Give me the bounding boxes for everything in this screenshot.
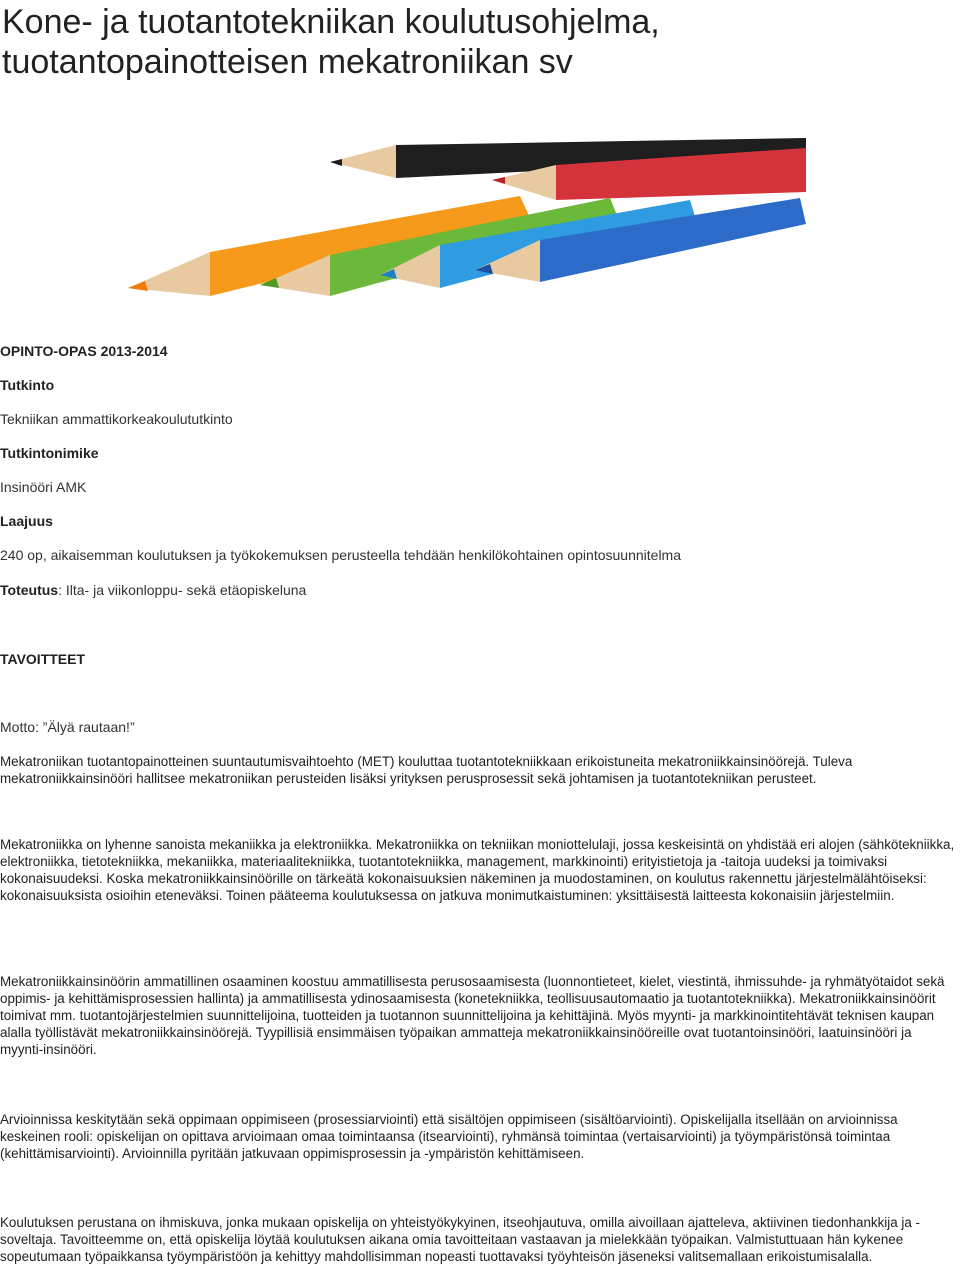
scope-label: Laajuus xyxy=(0,513,53,529)
paragraph-mechatronics: Mekatroniikka on lyhenne sanoista mekaniikka ja elektroniikka. Mekatroniikka on tekniikan moniottelulaji, jossa keskeisintä on yhdistää eri alojen (sähkötekniikka, elektroniikka, tietotekniikka, mekaniikka, materiaalitekniikka, tuotantotekniikka, management, markkinointi) erityistietoja ja -taitoja uudeksi ja toimivaksi kokonaisuudeksi. Koska mekatroniikkainsinöörille on tärkeätä kokonaisuuksien näkeminen ja muodostaminen, on koulutus rakennettu järjestelmälähtöiseksi: kokonaisuuksista osioihin eteneväksi. Toinen pääteema koulutuksessa on jatkuva monimutkaistuminen: yksittäisestä laitteesta kokonaisiin järjestelmiin. xyxy=(0,837,955,903)
scope-value: 240 op, aikaisemman koulutuksen ja työkokemuksen perusteella tehdään henkilökohtainen opintosuunnitelma xyxy=(0,547,681,563)
paragraph-competence: Mekatroniikkainsinöörin ammatillinen osaaminen koostuu ammatillisesta perusosaamisesta (luonnontieteet, kielet, viestintä, ihmissuhde- ja ryhmätyötaidot sekä oppimis- ja kehittämisprosessien hallinta) ja ammatillisesta ydinosaamisesta (konetekniikka, teollisuusautomaatio ja tuotantotekniikka). Mekatroniikkainsinöörit toimivat mm. tuotantojärjestelmien suunnittelijoina, tuotteiden ja tuotannon suunnittelijoina ja kehittäjinä. Myös myynti- ja markkinointitehtävät teknisen kaupan alalla työllistävät mekatroniikkainsinöörejä. Tyypillisiä ensimmäisen työpaikan ammatteja mekatroniikkainsinööreille ovat tuotantoinsinööri, laatuinsinööri ja myynti-insinööri. xyxy=(0,974,945,1057)
implementation-label: Toteutus xyxy=(0,582,59,598)
goals-heading: TAVOITTEET xyxy=(0,651,86,667)
title-line-1: Kone- ja tuotantotekniikan koulutusohjelma, xyxy=(2,3,660,41)
implementation-value: : Ilta- ja viikonloppu- sekä etäopiskeluna xyxy=(58,582,307,598)
colored-pencils-illustration xyxy=(0,100,816,310)
implementation-line xyxy=(0,582,306,599)
study-guide-heading: OPINTO-OPAS 2013-2014 xyxy=(0,343,168,359)
colored-pencils-image xyxy=(0,100,816,310)
paragraph-foundation: Koulutuksen perustana on ihmiskuva, jonka mukaan opiskelija on yhteistyökykyinen, itseohjautuva, omilla aivoillaan ajatteleva, aktiivinen tiedonhankkija ja - soveltaja. Tavoitteemme on, että opiskelija löytää koulutuksen aikana omia tavoitteitaan vastaavan ja mielekkään työpaikan. Valmistuttuaan hän kykenee sopeutumaan työpaikkansa työympäristöön ja kehittyy mahdollisimman nopeasti tuottavaksi työyhteisön jäseneksi valitsemallaan erikoistumisalalla. xyxy=(0,1215,921,1264)
degree-value: Tekniikan ammattikorkeakoulututkinto xyxy=(0,411,233,427)
motto: Motto: ”Älyä rautaan!” xyxy=(0,719,135,735)
document-title xyxy=(2,2,952,82)
degree-title-value: Insinööri AMK xyxy=(0,479,87,495)
paragraph-assessment: Arvioinnissa keskitytään sekä oppimaan oppimiseen (prosessiarviointi) että sisältöjen oppimiseen (sisältöarviointi). Opiskelijalla itsellään on arvioinnissa keskeinen rooli: opiskelijan on opittava arvioimaan omaa toimintaansa (itsearviointi), ryhmänsä toimintaa (vertaisarviointi) ja työympäristönsä toimintaa (kehittämisarviointi). Arvioinnilla pyritään jatkuvaan oppimisprosessin ja -ympäristön kehittämiseen. xyxy=(0,1112,898,1161)
degree-label: Tutkinto xyxy=(0,377,55,393)
paragraph-intro: Mekatroniikan tuotantopainotteinen suuntautumisvaihtoehto (MET) kouluttaa tuotantotekniikkaan erikoistuneita mekatroniikkainsinöörejä. Tuleva mekatroniikkainsinööri hallitsee mekatroniikan perusteiden lisäksi yrityksen perusprosessit sekä johtamisen ja tuotantotekniikan perusteet. xyxy=(0,754,853,786)
degree-title-label: Tutkintonimike xyxy=(0,445,99,461)
title-line-2: tuotantopainotteisen mekatroniikan sv xyxy=(2,43,573,81)
